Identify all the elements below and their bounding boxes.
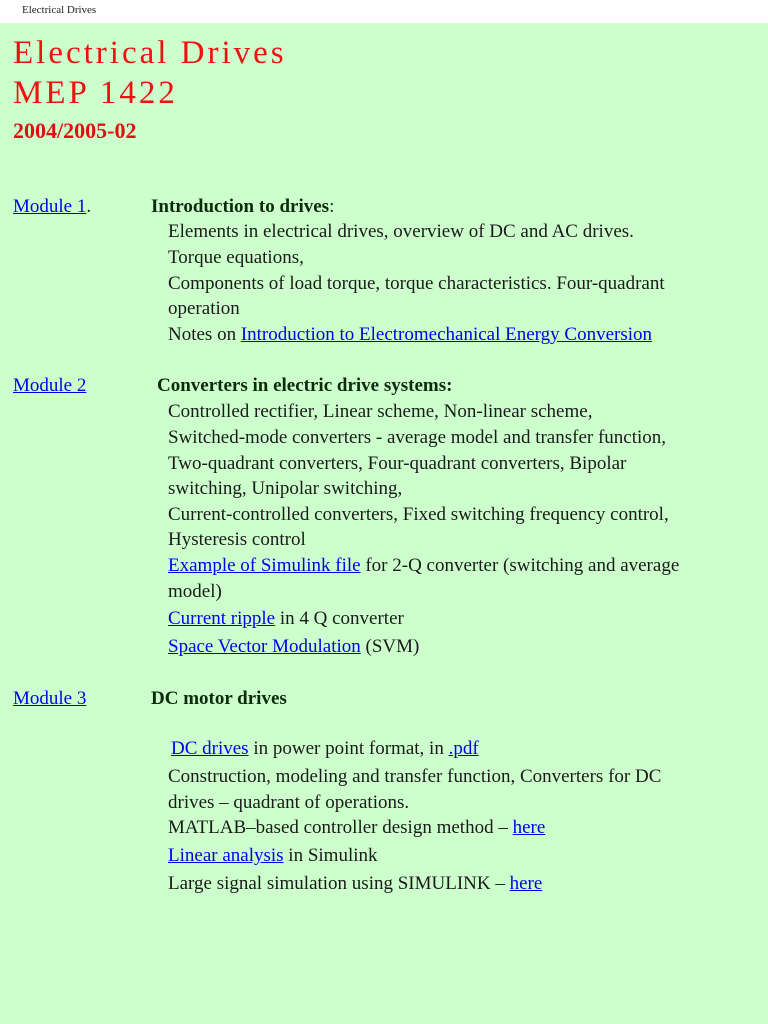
ripple-suffix: in 4 Q converter	[275, 608, 404, 629]
module-1-entry	[13, 197, 91, 216]
module-3-line: Construction, modeling and transfer function, Converters for DC	[168, 766, 662, 787]
document-header	[0, 0, 768, 23]
simulink-example-link[interactable]: Example of Simulink file	[168, 555, 361, 576]
module-3-heading: DC motor drives	[151, 688, 287, 709]
pdf-link[interactable]: .pdf	[448, 738, 479, 759]
module-2-entry	[13, 376, 86, 395]
module-2-svm-row	[168, 637, 419, 656]
dc-middle: in power point format, in	[248, 738, 449, 759]
module-2-line: model)	[168, 581, 222, 602]
module-3-line: drives – quadrant of operations.	[168, 792, 410, 813]
svm-suffix: (SVM)	[360, 636, 420, 657]
module-1-heading-colon: :	[329, 196, 335, 217]
header-title: Electrical Drives	[22, 4, 97, 16]
module-2-ripple-row	[168, 609, 404, 628]
current-ripple-link[interactable]: Current ripple	[168, 608, 276, 629]
large-signal-here-link[interactable]: here	[509, 873, 543, 894]
notes-prefix: Notes on	[168, 324, 241, 345]
module-1-line: Elements in electrical drives, overview of DC and AC drives.	[168, 221, 634, 242]
large-prefix: Large signal simulation using SIMULINK –	[168, 873, 510, 894]
module-1-line: operation	[168, 298, 240, 319]
module-3-matlab-row	[168, 818, 545, 837]
module-1-link[interactable]: Module 1	[13, 196, 87, 217]
module-1-notes	[168, 325, 652, 344]
matlab-here-link[interactable]: here	[512, 817, 546, 838]
module-2-line: Hysteresis control	[168, 529, 306, 550]
module-3-dc-row	[171, 739, 479, 758]
page-content	[0, 23, 768, 1024]
linear-analysis-link[interactable]: Linear analysis	[168, 845, 284, 866]
module-2-line: Switched-mode converters - average model and transfer function,	[168, 427, 667, 448]
module-2-line: Two-quadrant converters, Four-quadrant converters, Bipolar	[168, 453, 627, 474]
module-2-line: switching, Unipolar switching,	[168, 478, 403, 499]
svm-link[interactable]: Space Vector Modulation	[168, 636, 361, 657]
module-1-line: Components of load torque, torque characteristics. Four-quadrant	[168, 273, 665, 294]
module-1-line: Torque equations,	[168, 247, 304, 268]
module-2-line: Controlled rectifier, Linear scheme, Non-linear scheme,	[168, 401, 593, 422]
page-title: Electrical Drives	[13, 35, 287, 71]
dc-drives-link[interactable]: DC drives	[171, 738, 249, 759]
module-2-heading: Converters in electric drive systems:	[157, 375, 453, 396]
module-2-simulink-row	[168, 556, 679, 575]
linear-suffix: in Simulink	[283, 845, 378, 866]
module-1-heading: Introduction to drives	[151, 196, 330, 217]
module-2-line: Current-controlled converters, Fixed switching frequency control,	[168, 504, 669, 525]
module-3-entry	[13, 689, 86, 708]
module-1-punct: .	[86, 196, 92, 217]
simulink-suffix: for 2-Q converter (switching and average	[360, 555, 680, 576]
intro-energy-conversion-link[interactable]: Introduction to Electromechanical Energy Conversion	[240, 324, 653, 345]
course-code: MEP 1422	[13, 75, 178, 111]
module-1-heading-row	[151, 197, 334, 216]
page-subtitle: 2004/2005-02	[13, 118, 137, 143]
module-3-link[interactable]: Module 3	[13, 688, 87, 709]
matlab-prefix: MATLAB–based controller design method –	[168, 817, 513, 838]
module-3-linear-row	[168, 846, 378, 865]
module-3-large-row	[168, 874, 542, 893]
module-2-link[interactable]: Module 2	[13, 375, 87, 396]
